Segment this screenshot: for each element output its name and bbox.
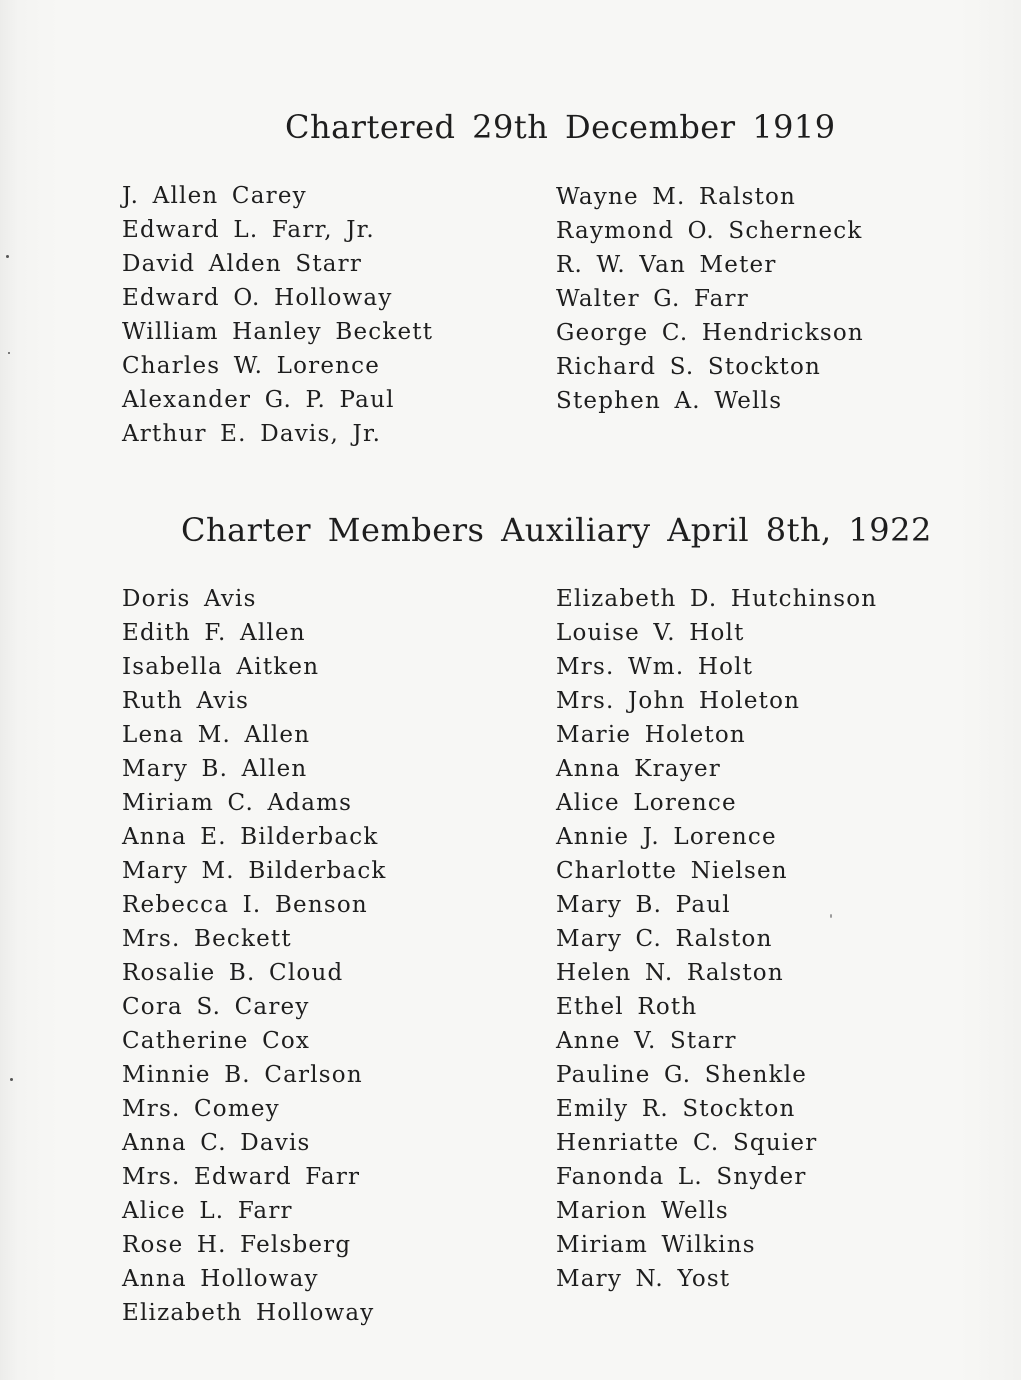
auxiliary-member-name: Elizabeth D. Hutchinson (556, 586, 878, 612)
charter-member-name: J. Allen Carey (122, 183, 307, 209)
auxiliary-members-left-column (122, 582, 387, 1330)
auxiliary-member-name: Cora S. Carey (122, 994, 310, 1020)
auxiliary-member-name: Mary N. Yost (556, 1266, 731, 1292)
charter-member-name: Edward L. Farr, Jr. (122, 217, 375, 243)
auxiliary-member-name: Anna E. Bilderback (122, 824, 379, 850)
charter-member-name: Wayne M. Ralston (556, 184, 797, 210)
charter-member-name: R. W. Van Meter (556, 252, 777, 278)
charter-member-name: Richard S. Stockton (556, 354, 822, 380)
charter-member-name: Arthur E. Davis, Jr. (122, 421, 382, 447)
charter-member-name: Walter G. Farr (556, 286, 749, 312)
auxiliary-member-name: Rebecca I. Benson (122, 892, 368, 918)
charter-members-left-column (122, 179, 433, 451)
auxiliary-member-name: Isabella Aitken (122, 654, 320, 680)
charter-members-right-column (556, 180, 864, 418)
charter-member-name: Alexander G. P. Paul (122, 387, 395, 413)
auxiliary-member-name: Mary B. Allen (122, 756, 308, 782)
auxiliary-member-name: Louise V. Holt (556, 620, 745, 646)
paper-speck (8, 352, 10, 354)
auxiliary-member-name: Mrs. Wm. Holt (556, 654, 754, 680)
auxiliary-member-name: Edith F. Allen (122, 620, 306, 646)
paper-speck (6, 255, 9, 258)
auxiliary-member-name: Rose H. Felsberg (122, 1232, 352, 1258)
charter-member-name: David Alden Starr (122, 251, 363, 277)
auxiliary-member-name: Charlotte Nielsen (556, 858, 788, 884)
auxiliary-member-name: Anna Krayer (556, 756, 721, 782)
auxiliary-member-name: Minnie B. Carlson (122, 1062, 363, 1088)
auxiliary-member-name: Mrs. Edward Farr (122, 1164, 361, 1190)
auxiliary-member-name: Mary B. Paul (556, 892, 731, 918)
auxiliary-member-name: Marie Holeton (556, 722, 746, 748)
auxiliary-member-name: Ethel Roth (556, 994, 698, 1020)
auxiliary-member-name: Marion Wells (556, 1198, 729, 1224)
charter-member-name: Raymond O. Scherneck (556, 218, 863, 244)
paper-speck (10, 1078, 13, 1081)
auxiliary-member-name: Mrs. John Holeton (556, 688, 801, 714)
auxiliary-member-name: Fanonda L. Snyder (556, 1164, 807, 1190)
auxiliary-member-name: Mary M. Bilderback (122, 858, 387, 884)
auxiliary-member-name: Pauline G. Shenkle (556, 1062, 808, 1088)
auxiliary-member-name: Mrs. Comey (122, 1096, 280, 1122)
charter-member-name: Charles W. Lorence (122, 353, 381, 379)
section-title-chartered: Chartered 29th December 1919 (285, 108, 836, 146)
auxiliary-member-name: Ruth Avis (122, 688, 250, 714)
auxiliary-member-name: Anna Holloway (122, 1266, 319, 1292)
auxiliary-member-name: Doris Avis (122, 586, 257, 612)
auxiliary-member-name: Alice Lorence (556, 790, 737, 816)
auxiliary-member-name: Henriatte C. Squier (556, 1130, 818, 1156)
auxiliary-member-name: Miriam C. Adams (122, 790, 353, 816)
charter-member-name: William Hanley Beckett (122, 319, 434, 345)
auxiliary-member-name: Anna C. Davis (122, 1130, 311, 1156)
auxiliary-members-right-column (556, 582, 877, 1296)
charter-member-name: Stephen A. Wells (556, 388, 783, 414)
auxiliary-member-name: Lena M. Allen (122, 722, 311, 748)
auxiliary-member-name: Rosalie B. Cloud (122, 960, 344, 986)
auxiliary-member-name: Annie J. Lorence (556, 824, 777, 850)
auxiliary-member-name: Helen N. Ralston (556, 960, 784, 986)
auxiliary-member-name: Emily R. Stockton (556, 1096, 796, 1122)
auxiliary-member-name: Mary C. Ralston (556, 926, 773, 952)
auxiliary-member-name: Anne V. Starr (556, 1028, 737, 1054)
charter-member-name: Edward O. Holloway (122, 285, 393, 311)
auxiliary-member-name: Alice L. Farr (122, 1198, 293, 1224)
auxiliary-member-name: Elizabeth Holloway (122, 1300, 375, 1326)
paper-speck (830, 914, 832, 918)
section-title-auxiliary: Charter Members Auxiliary April 8th, 1922 (181, 511, 932, 549)
auxiliary-member-name: Miriam Wilkins (556, 1232, 756, 1258)
auxiliary-member-name: Catherine Cox (122, 1028, 311, 1054)
charter-member-name: George C. Hendrickson (556, 320, 864, 346)
auxiliary-member-name: Mrs. Beckett (122, 926, 292, 952)
